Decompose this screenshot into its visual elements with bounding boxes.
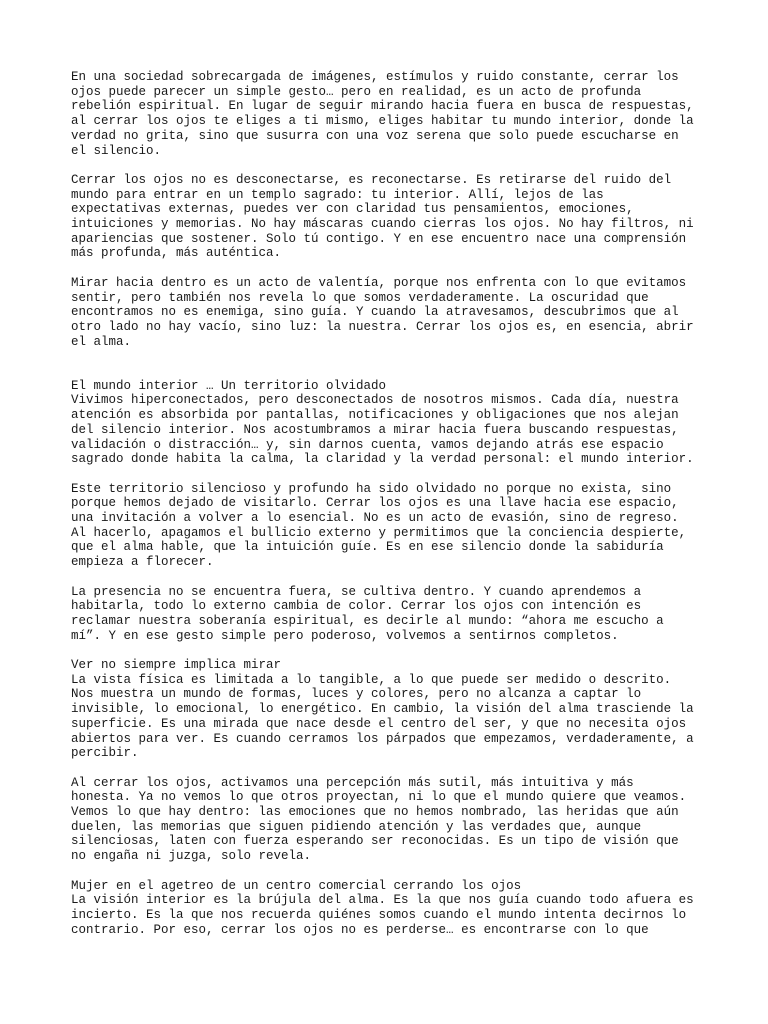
section2-paragraph-1: La vista física es limitada a lo tangible, a lo que puede ser medido o descrito. Nos muestra un mundo de formas, luces y colores, pero no alcanza a captar lo invisible, lo emocional, lo energético. En cambio, la visión del alma trasciende la superficie. Es una mirada que nace desde el centro del ser, y que no necesita ojos abiertos para ver. Es cuando cerramos los párpados que empezamos, verdaderamente, a percibir. xyxy=(71,672,694,761)
intro-paragraph-3: Mirar hacia dentro es un acto de valentía, porque nos enfrenta con lo que evitamos sentir, pero también nos revela lo que somos verdaderamente. La oscuridad que encontramos no es enemiga, sino guía. Y cuando la atravesamos, descubrimos que al otro lado no hay vacío, sino luz: la nuestra. Cerrar los ojos es, en esencia, abrir el alma. xyxy=(71,275,694,349)
document-page xyxy=(71,70,711,952)
section1-paragraph-2: Este territorio silencioso y profundo ha sido olvidado no porque no exista, sino porque hemos dejado de visitarlo. Cerrar los ojos es una llave hacia ese espacio, una invitación a volver a lo esencial. No es un acto de evasión, sino de regreso. Al hacerlo, apagamos el bullicio externo y permitimos que la conciencia despierte, que el alma hable, que la intuición guíe. Es en ese silencio donde la sabiduría empieza a florecer. xyxy=(71,481,687,570)
section-heading-ver-no-siempre: Ver no siempre implica mirar xyxy=(71,658,282,673)
section-spacer xyxy=(71,364,711,379)
section3-paragraph-1: La visión interior es la brújula del alma. Es la que nos guía cuando todo afuera es incierto. Es la que nos recuerda quiénes somos cuando el mundo intenta decirnos lo contrario. Por eso, cerrar los ojos no es perderse… es encontrarse con lo que xyxy=(71,893,694,937)
image-caption-mujer: Mujer en el agetreo de un centro comercial cerrando los ojos xyxy=(71,878,522,893)
section1-paragraph-3: La presencia no se encuentra fuera, se cultiva dentro. Y cuando aprendemos a habitarla, todo lo externo cambia de color. Cerrar los ojos con intención es reclamar nuestra soberanía espiritual, es decirle al mundo: “ahora me escucho a mí”. Y en ese gesto simple pero poderoso, volvemos a sentirnos completos. xyxy=(71,584,664,643)
section-heading-mundo-interior: El mundo interior … Un territorio olvidado xyxy=(71,378,387,393)
section2-paragraph-2: Al cerrar los ojos, activamos una percepción más sutil, más intuitiva y más honesta. Ya no vemos lo que otros proyectan, ni lo que el mundo quiere que veamos. Vemos lo que hay dentro: las emociones que no hemos nombrado, las heridas que aún duelen, las memorias que siguen pidiendo atención y las verdades que, aunque silenciosas, laten con fuerza esperando ser reconocidas. Es un tipo de visión que no engaña ni juzga, solo revela. xyxy=(71,775,687,864)
intro-paragraph-2: Cerrar los ojos no es desconectarse, es reconectarse. Es retirarse del ruido del mundo para entrar en un templo sagrado: tu interior. Allí, lejos de las expectativas externas, puedes ver con claridad tus pensamientos, emociones, intuiciones y memorias. No hay máscaras cuando cierras los ojos. No hay filtros, ni apariencias que sostener. Solo tú contigo. Y en ese encuentro nace una comprensión más profunda, más auténtica. xyxy=(71,172,694,261)
section1-paragraph-1: Vivimos hiperconectados, pero desconectados de nosotros mismos. Cada día, nuestra atención es absorbida por pantallas, notificaciones y obligaciones que nos alejan del silencio interior. Nos acostumbramos a mirar hacia fuera buscando respuestas, validación o distracción… y, sin darnos cuenta, vamos dejando atrás ese espacio sagrado donde habita la calma, la claridad y la verdad personal: el mundo interior. xyxy=(71,393,694,467)
intro-paragraph-1: En una sociedad sobrecargada de imágenes, estímulos y ruido constante, cerrar los ojos puede parecer un simple gesto… pero en realidad, es un acto de profunda rebelión espiritual. En lugar de seguir mirando hacia fuera en busca de respuestas, al cerrar los ojos te eliges a ti mismo, eliges habitar tu mundo interior, donde la verdad no grita, sino que susurra con una voz serena que solo puede escucharse en el silencio. xyxy=(71,70,694,158)
